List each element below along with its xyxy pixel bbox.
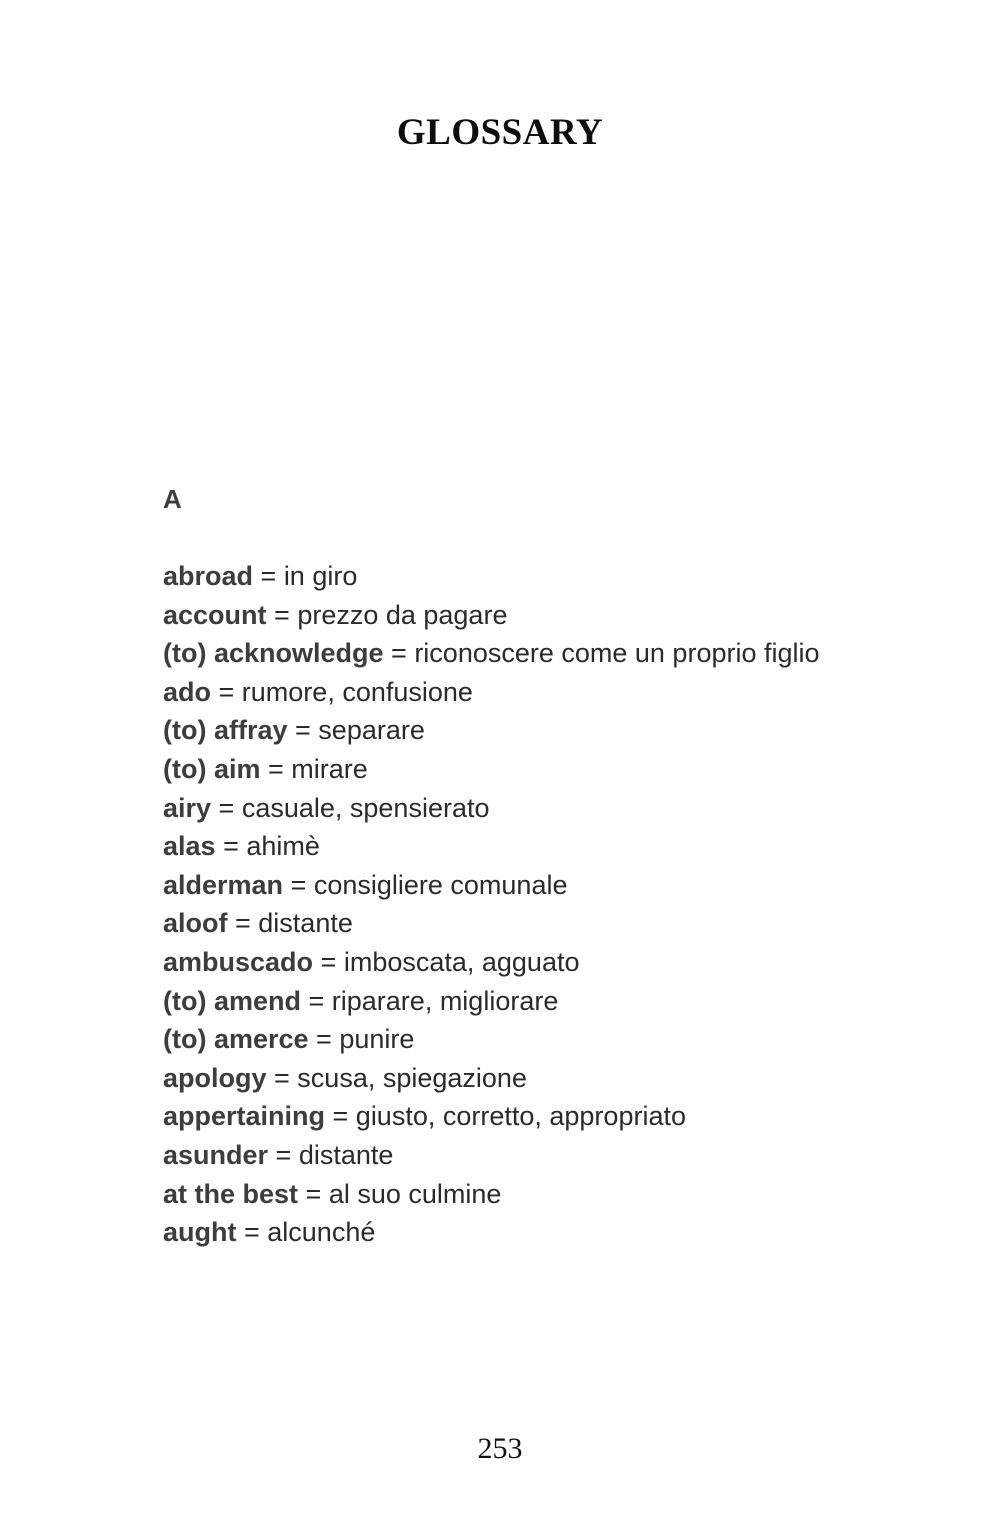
glossary-entry bbox=[163, 634, 883, 673]
entry-separator: = bbox=[211, 792, 242, 823]
entry-separator: = bbox=[298, 1178, 329, 1209]
entry-definition: punire bbox=[339, 1024, 415, 1055]
entry-definition: separare bbox=[318, 715, 425, 746]
entry-separator: = bbox=[211, 676, 242, 707]
entry-separator: = bbox=[266, 1062, 298, 1093]
entry-separator: = bbox=[325, 1101, 356, 1132]
entry-definition: alcunché bbox=[267, 1217, 376, 1248]
entry-separator: = bbox=[253, 561, 284, 591]
glossary-entry bbox=[163, 1097, 883, 1136]
entry-definition: casuale, spensierato bbox=[241, 792, 490, 823]
entry-headword: appertaining bbox=[163, 1101, 326, 1132]
entry-headword: alderman bbox=[163, 869, 284, 900]
entry-definition: riparare, migliorare bbox=[331, 985, 559, 1016]
entry-separator: = bbox=[260, 753, 292, 784]
entry-headword: aloof bbox=[163, 908, 228, 939]
entry-definition: giusto, corretto, appropriato bbox=[355, 1101, 686, 1132]
entry-headword: apology bbox=[163, 1062, 267, 1093]
entry-headword: (to) affray bbox=[163, 715, 288, 746]
glossary-entry bbox=[163, 1059, 883, 1098]
entry-definition: distante bbox=[258, 908, 353, 939]
entry-headword: (to) amerce bbox=[163, 1024, 309, 1055]
entry-separator: = bbox=[215, 831, 247, 862]
glossary-entry bbox=[163, 1020, 883, 1059]
entry-definition: consigliere comunale bbox=[313, 869, 568, 900]
entry-definition: imboscata, agguato bbox=[343, 946, 580, 977]
glossary-entry bbox=[163, 673, 883, 712]
entry-headword: aught bbox=[163, 1217, 237, 1248]
entry-headword: account bbox=[163, 599, 267, 630]
glossary-entry bbox=[163, 711, 883, 750]
entry-headword: abroad bbox=[163, 561, 254, 591]
entry-headword: airy bbox=[163, 792, 212, 823]
entry-separator: = bbox=[236, 1217, 268, 1248]
entry-definition: al suo culmine bbox=[328, 1178, 502, 1209]
entry-definition: scusa, spiegazione bbox=[297, 1062, 527, 1093]
glossary-entry bbox=[163, 982, 883, 1021]
entry-headword: asunder bbox=[163, 1139, 269, 1170]
entry-separator: = bbox=[287, 715, 319, 746]
glossary-entry bbox=[163, 943, 883, 982]
entry-separator: = bbox=[227, 908, 259, 939]
glossary-entry bbox=[163, 557, 883, 596]
entry-headword: ambuscado bbox=[163, 946, 314, 977]
entry-headword: ado bbox=[163, 676, 212, 707]
entry-separator: = bbox=[283, 869, 314, 900]
glossary-entry bbox=[163, 750, 883, 789]
entry-headword: (to) aim bbox=[163, 753, 261, 784]
entry-definition: rumore, confusione bbox=[241, 676, 473, 707]
entry-definition: in giro bbox=[283, 561, 358, 591]
glossary-entry bbox=[163, 1136, 883, 1175]
entry-separator: = bbox=[308, 1024, 340, 1055]
entry-separator: = bbox=[266, 599, 298, 630]
entry-headword: alas bbox=[163, 831, 216, 862]
entry-headword: at the best bbox=[163, 1178, 299, 1209]
entry-headword: (to) amend bbox=[163, 985, 301, 1016]
entry-definition: mirare bbox=[291, 753, 368, 784]
glossary-entry bbox=[163, 596, 883, 635]
glossary-entry-list bbox=[163, 557, 883, 1252]
entry-definition: prezzo da pagare bbox=[297, 599, 508, 630]
glossary-entry bbox=[163, 789, 883, 828]
entry-definition: distante bbox=[298, 1139, 394, 1170]
glossary-entry bbox=[163, 1175, 883, 1214]
glossary-content bbox=[163, 483, 883, 1252]
page-number: 253 bbox=[477, 1432, 523, 1465]
entry-definition: ahimè bbox=[246, 831, 320, 862]
glossary-entry bbox=[163, 866, 883, 905]
section-letter-heading: A bbox=[163, 484, 182, 514]
page-title: GLOSSARY bbox=[396, 111, 604, 153]
glossary-entry bbox=[163, 904, 883, 943]
entry-separator: = bbox=[268, 1139, 299, 1170]
glossary-entry bbox=[163, 827, 883, 866]
entry-separator: = bbox=[301, 985, 332, 1016]
glossary-entry bbox=[163, 1213, 883, 1252]
entry-separator: = bbox=[383, 638, 415, 669]
entry-separator: = bbox=[313, 946, 344, 977]
entry-headword: (to) acknowledge bbox=[163, 638, 384, 669]
entry-definition: riconoscere come un proprio figlio bbox=[414, 638, 820, 669]
